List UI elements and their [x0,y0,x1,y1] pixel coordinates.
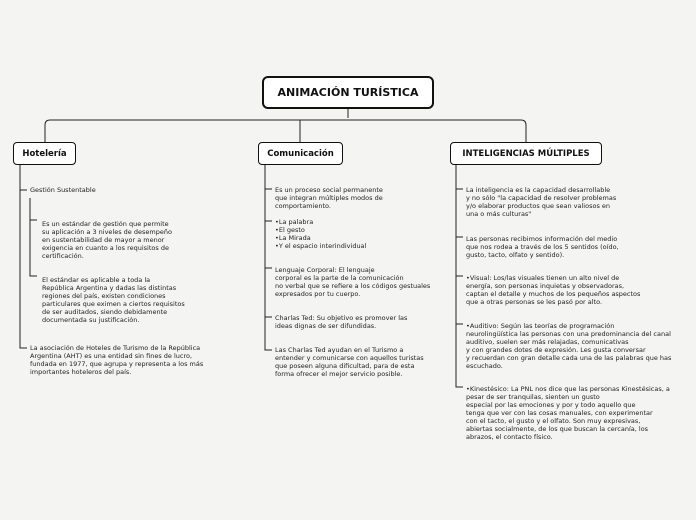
branch-node-comunicacion[interactable] [258,142,343,165]
topic-cinco-sentidos[interactable]: Las personas recibimos información del medio que nos rodea a través de los 5 sentidos (oído, gusto, tacto, olfato y sentido). [466,235,619,259]
central-topic-label: ANIMACIÓN TURÍSTICA [277,86,419,99]
branch-node-hoteleria[interactable] [13,142,76,165]
topic-visual[interactable]: •Visual: Los/las visuales tienen un alto nivel de energía, son personas inquietas y observadoras, captan el detalle y muchos de los pequeños aspectos que a otras personas se les pasó por alto. [466,274,641,306]
topic-gestion-sustentable[interactable]: Gestión Sustentable [30,186,96,194]
topic-modos-lista[interactable]: •La palabra •El gesto •La Mirada •Y el espacio interindividual [275,218,367,250]
branch-node-inteligencias[interactable] [450,142,602,165]
topic-asociacion-aht[interactable]: La asociación de Hoteles de Turismo de la República Argentina (AHT) es una entidad sin fines de lucro, fundada en 1977, que agrupa y representa a los más importantes hoteleros del país. [30,344,204,376]
topic-charlas-ted-turismo[interactable]: Las Charlas Ted ayudan en el Turismo a entender y comunicarse con aquellos turistas que poseen alguna dificultad, para de esta forma ofrecer el mejor servicio posible. [275,346,424,378]
branch-label-hoteleria: Hotelería [22,148,67,159]
topic-kinestesico[interactable]: •Kinestésico: La PNL nos dice que las personas Kinestésicas, a pesar de ser tranquilas, sienten un gusto especial por las emociones y por y todo aquello que tenga que ver con las cosas manuales, con experimentar con el tacto, el gusto y el olfato. Son muy expresivas, abiertas socialmente, de los que buscan la cercanía, los abrazos, el contacto físico. [466,385,670,441]
topic-charlas-ted[interactable]: Charlas Ted: Su objetivo es promover las ideas dignas de ser difundidas. [275,314,408,330]
topic-definicion-inteligencia[interactable]: La inteligencia es la capacidad desarrollable y no sólo "la capacidad de resolver problemas y/o elaborar productos que sean valiosos en una o más culturas" [466,186,617,218]
topic-estandar-aplicable[interactable]: El estándar es aplicable a toda la República Argentina y dadas las distintas regiones del país, existen condiciones particulares que eximen a ciertos requisitos de ser auditados, siendo debidamente documentada su justificación. [42,276,185,324]
topic-estandar-niveles[interactable]: Es un estándar de gestión que permite su aplicación a 3 niveles de desempeño en sustentabilidad de mayor a menor exigencia en cuanto a los requisitos de certificación. [42,220,172,260]
topic-auditivo[interactable]: •Auditivo: Según las teorías de programación neurolingüística las personas con una predominancia del canal auditivo, suelen ser más relajadas, comunicativas y con grandes dotes de expresión. Les gusta conversar y recuerdan con gran detalle cada una de las palabras que has escuchado. [466,322,672,370]
branch-label-inteligencias: INTELIGENCIAS MÚLTIPLES [462,148,590,159]
central-topic-node[interactable] [262,76,434,109]
branch-label-comunicacion: Comunicación [267,148,334,159]
topic-lenguaje-corporal[interactable]: Lenguaje Corporal: El lenguaje corporal es la parte de la comunicación no verbal que se refiere a los códigos gestuales expresados por tu cuerpo. [275,266,431,298]
topic-proceso-social[interactable]: Es un proceso social permanente que integran múltiples modos de comportamiento. [275,186,383,210]
